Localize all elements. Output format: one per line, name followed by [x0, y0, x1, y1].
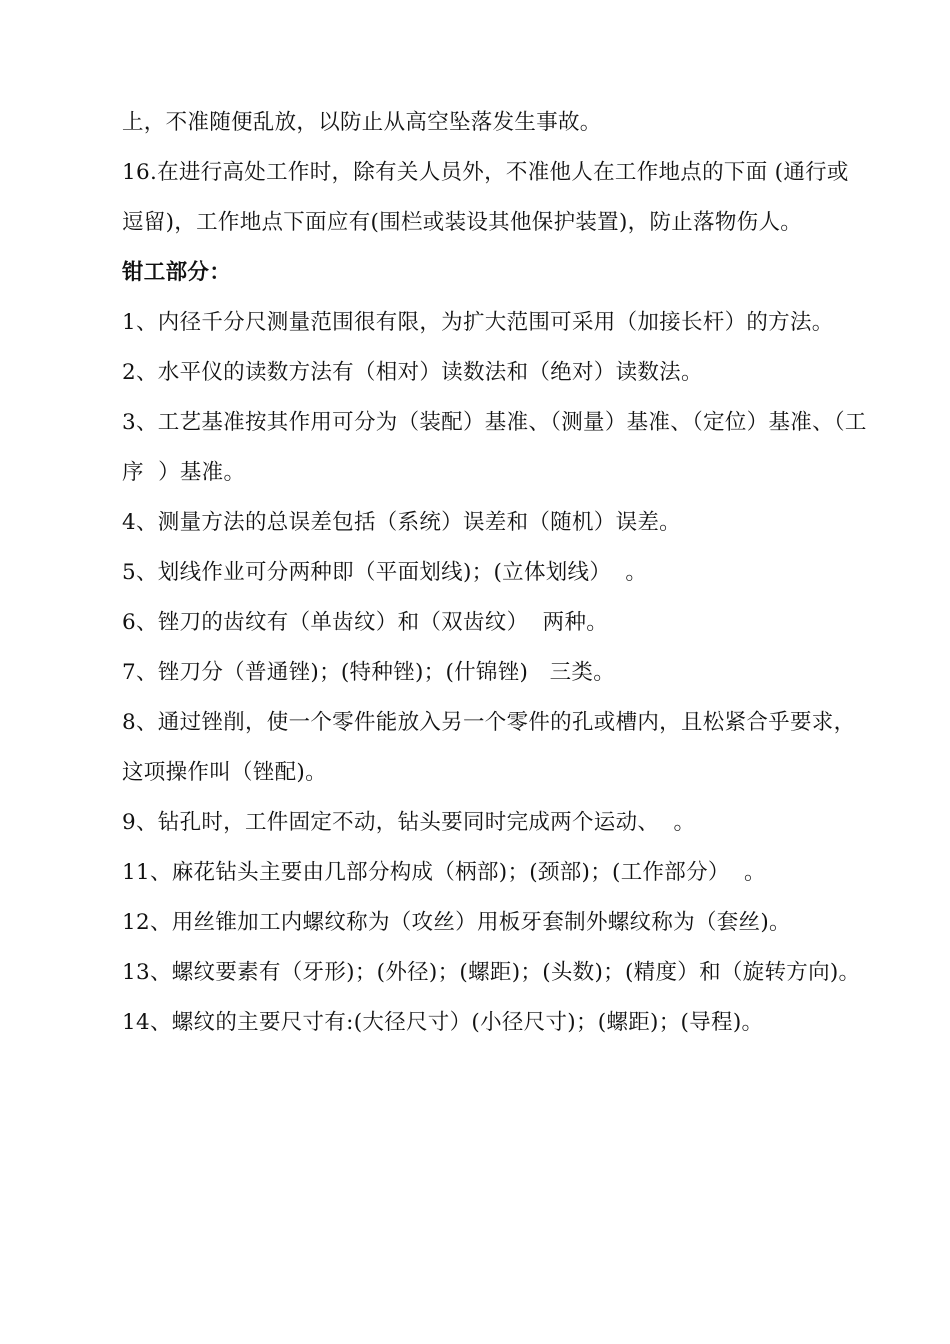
paragraph-item-14: 14、螺纹的主要尺寸有:(大径尺寸）(小径尺寸)；(螺距)；(导程)。 [122, 1010, 764, 1035]
paragraph-item-13: 13、螺纹要素有（牙形)；(外径)；(螺距)；(头数)；(精度）和（旋转方向)。 [122, 960, 861, 985]
paragraph-item-3: 3、工艺基准按其作用可分为（装配）基准、（测量）基准、（定位）基准、（工序 ）基准。 [122, 410, 867, 485]
paragraph-item-8: 8、通过锉削，使一个零件能放入另一个零件的孔或槽内，且松紧合乎要求，这项操作叫（锉配)。 [122, 710, 856, 785]
paragraph-item-6: 6、锉刀的齿纹有（单齿纹）和（双齿纹） 两种。 [122, 610, 609, 635]
section-heading-fitter: 钳工部分： [122, 260, 232, 285]
paragraph-item-16: 16.在进行高处工作时，除有关人员外，不准他人在工作地点的下面 (通行或逗留)，工作地点下面应有(围栏或装设其他保护装置)，防止落物伤人。 [122, 160, 849, 235]
paragraph-continuation: 上，不准随便乱放，以防止从高空坠落发生事故。 [122, 110, 602, 135]
paragraph-item-11: 11、麻花钻头主要由几部分构成（柄部)；(颈部)；(工作部分） 。 [122, 860, 766, 885]
document-body [122, 98, 870, 1048]
paragraph-item-4: 4、测量方法的总误差包括（系统）误差和（随机）误差。 [122, 510, 681, 535]
paragraph-item-9: 9、钻孔时，工件固定不动，钻头要同时完成两个运动、 。 [122, 810, 696, 835]
paragraph-item-5: 5、划线作业可分两种即（平面划线)；(立体划线） 。 [122, 560, 648, 585]
paragraph-item-7: 7、锉刀分（普通锉)；(特种锉)；(什锦锉) 三类。 [122, 660, 616, 685]
paragraph-item-1: 1、内径千分尺测量范围很有限，为扩大范围可采用（加接长杆）的方法。 [122, 310, 834, 335]
paragraph-item-2: 2、水平仪的读数方法有（相对）读数法和（绝对）读数法。 [122, 360, 703, 385]
paragraph-item-12: 12、用丝锥加工内螺纹称为（攻丝）用板牙套制外螺纹称为（套丝)。 [122, 910, 791, 935]
